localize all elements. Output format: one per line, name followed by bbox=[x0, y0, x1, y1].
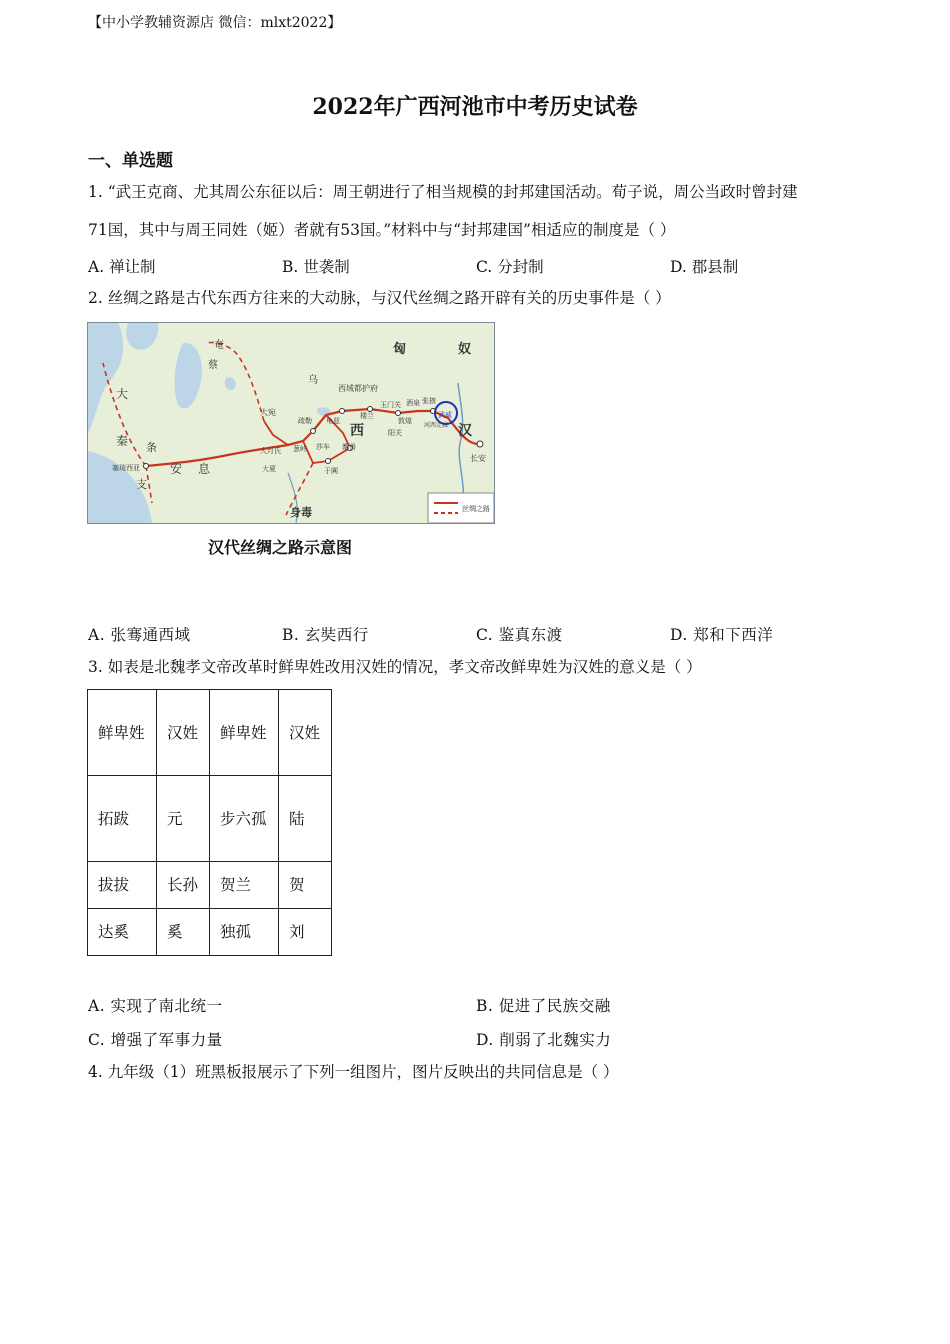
table-cell: 鲜卑姓 bbox=[88, 690, 157, 776]
map-label-an: 奄 bbox=[214, 340, 224, 351]
map-label-zhangye: 张掖 bbox=[422, 397, 436, 405]
map-label-da: 大 bbox=[116, 387, 129, 401]
table-cell: 拓跋 bbox=[88, 776, 157, 862]
map-label-yumen: 玉门关 bbox=[380, 401, 401, 409]
map-label-dunhuang: 敦煌 bbox=[398, 417, 412, 425]
map-label-xiongnu2: 奴 bbox=[458, 342, 472, 357]
q3-option-d[interactable]: D. 削弱了北魏实力 bbox=[476, 1031, 612, 1049]
table-cell: 刘 bbox=[279, 909, 332, 956]
map-city-loulan bbox=[368, 407, 373, 412]
table-cell: 鲜卑姓 bbox=[210, 690, 279, 776]
map-label-loulan: 楼兰 bbox=[360, 412, 374, 420]
map-label-seleucia: 塞琉西亚 bbox=[112, 464, 140, 472]
map-label-xiongnu1: 匈 bbox=[393, 342, 407, 357]
q2-option-d[interactable]: D. 郑和下西洋 bbox=[670, 626, 774, 644]
question-1-line-2: 71国，其中与周王同姓（姬）者就有53国。”材料中与“封邦建国”相适应的制度是（ ） bbox=[88, 221, 676, 239]
table-cell: 贺兰 bbox=[210, 862, 279, 909]
map-city-yutian bbox=[326, 459, 331, 464]
table-cell: 陆 bbox=[279, 776, 332, 862]
map-label-cai: 蔡 bbox=[208, 360, 218, 371]
map-label-qin: 秦 bbox=[116, 434, 129, 448]
map-label-jiuquan: 酒泉 bbox=[406, 399, 420, 407]
question-2-stem: 2. 丝绸之路是古代东西方往来的大动脉，与汉代丝绸之路开辟有关的历史事件是（ ） bbox=[88, 289, 671, 307]
table-cell: 贺 bbox=[279, 862, 332, 909]
exam-title: 2022年广西河池市中考历史试卷 bbox=[312, 94, 638, 120]
table-cell: 长孙 bbox=[157, 862, 210, 909]
map-city-seleucia bbox=[144, 464, 149, 469]
table-row bbox=[88, 909, 332, 956]
table-row bbox=[88, 862, 332, 909]
q1-option-d[interactable]: D. 郡县制 bbox=[670, 258, 739, 276]
map-label-daxia: 大夏 bbox=[262, 465, 276, 473]
q3-option-b[interactable]: B. 促进了民族交融 bbox=[476, 997, 611, 1015]
silk-road-map bbox=[87, 322, 495, 524]
q1-option-a[interactable]: A. 禅让制 bbox=[88, 258, 156, 276]
map-city-shule bbox=[311, 429, 316, 434]
map-label-changan: 长安 bbox=[470, 454, 486, 463]
map-label-shendu: 身毒 bbox=[290, 506, 312, 519]
header-note: 【中小学教辅资源店 微信：mlxt2022】 bbox=[88, 15, 342, 31]
table-cell: 拔拔 bbox=[88, 862, 157, 909]
map-label-qiuci: 龟兹 bbox=[326, 417, 340, 425]
map-label-han: 汉 bbox=[458, 423, 472, 439]
surname-table bbox=[87, 689, 332, 956]
table-cell: 元 bbox=[157, 776, 210, 862]
map-label-wuwei: 武威 bbox=[438, 411, 452, 419]
table-cell: 步六孤 bbox=[210, 776, 279, 862]
map-label-xiyu-duhu: 西域都护府 bbox=[338, 384, 378, 393]
q1-option-b[interactable]: B. 世袭制 bbox=[282, 258, 350, 276]
table-cell: 汉姓 bbox=[279, 690, 332, 776]
map-label-yangguan: 阳关 bbox=[388, 429, 402, 437]
table-cell: 汉姓 bbox=[157, 690, 210, 776]
map-label-dayuan: 大宛 bbox=[260, 408, 276, 417]
map-label-shanshan: 鄯善 bbox=[342, 443, 356, 451]
q1-option-c[interactable]: C. 分封制 bbox=[476, 258, 544, 276]
table-row bbox=[88, 776, 332, 862]
map-label-tiao: 条 bbox=[146, 441, 157, 454]
map-label-zhi: 支 bbox=[136, 478, 147, 491]
map-city-changan bbox=[477, 441, 483, 447]
q2-option-b[interactable]: B. 玄奘西行 bbox=[282, 626, 369, 644]
table-cell: 独孤 bbox=[210, 909, 279, 956]
map-city-qiuci bbox=[340, 409, 345, 414]
table-cell: 奚 bbox=[157, 909, 210, 956]
map-label-hexi: 河西走廊 bbox=[424, 422, 449, 429]
table-row bbox=[88, 690, 332, 776]
question-1-line-1: 1. “武王克商、尤其周公东征以后：周王朝进行了相当规模的封邦建国活动。荀子说，周公当政时曾封建 bbox=[88, 183, 798, 201]
question-4-stem: 4. 九年级（1）班黑板报展示了下列一组图片，图片反映出的共同信息是（ ） bbox=[88, 1063, 619, 1081]
map-label-xi: 西 bbox=[350, 423, 364, 439]
map-city-yumen bbox=[396, 411, 401, 416]
map-legend-label: 丝绸之路 bbox=[462, 505, 490, 513]
question-3-stem: 3. 如表是北魏孝文帝改革时鲜卑姓改用汉姓的情况，孝文帝改鲜卑姓为汉姓的意义是（ ） bbox=[88, 658, 702, 676]
section-heading: 一、单选题 bbox=[88, 151, 173, 171]
map-label-shule: 疏勒 bbox=[298, 417, 312, 425]
map-label-yutian: 于阗 bbox=[324, 467, 338, 475]
q2-option-c[interactable]: C. 鉴真东渡 bbox=[476, 626, 563, 644]
map-label-anxi1: 安 bbox=[170, 462, 183, 476]
map-label-congling: 葱岭 bbox=[293, 445, 307, 453]
map-label-wusun: 乌 bbox=[308, 375, 318, 386]
map-label-shache: 莎车 bbox=[316, 443, 330, 451]
table-cell: 达奚 bbox=[88, 909, 157, 956]
q3-option-c[interactable]: C. 增强了军事力量 bbox=[88, 1031, 223, 1049]
map-label-anxi2: 息 bbox=[198, 462, 211, 476]
map-caption: 汉代丝绸之路示意图 bbox=[208, 538, 353, 557]
q3-option-a[interactable]: A. 实现了南北统一 bbox=[88, 997, 223, 1015]
map-label-dayuezhi: 大月氏 bbox=[260, 447, 281, 455]
q2-option-a[interactable]: A. 张骞通西域 bbox=[88, 626, 191, 644]
